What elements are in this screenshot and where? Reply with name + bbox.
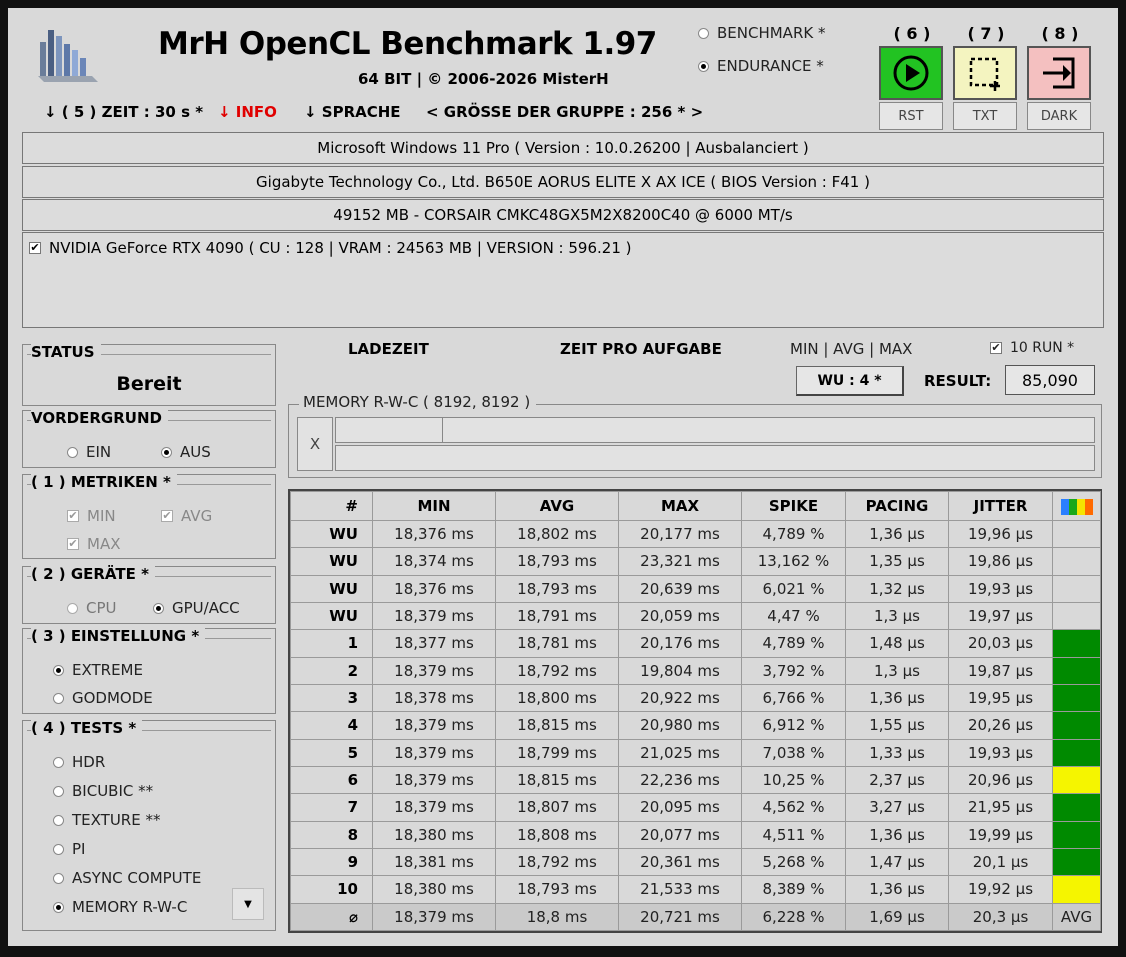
jitter-cell: 19,96 µs (949, 521, 1053, 548)
run-option[interactable] (990, 340, 1074, 356)
min-cell: 18,379 ms (373, 903, 496, 930)
jitter-cell: 20,1 µs (949, 848, 1053, 875)
max-cell: 20,721 ms (619, 903, 742, 930)
metric-max-option[interactable] (67, 535, 120, 553)
txt-button[interactable]: TXT (953, 102, 1017, 130)
run-checkbox[interactable]: ✔ (991, 341, 1001, 354)
avg-cell: 18,815 ms (496, 766, 619, 793)
min-avg-max-header: MIN | AVG | MAX (790, 340, 913, 358)
foreground-on-label: EIN (86, 443, 112, 461)
spike-cell: 7,038 % (742, 739, 846, 766)
metric-avg-option[interactable] (161, 507, 212, 525)
screenshot-button[interactable] (953, 46, 1017, 100)
jitter-cell: 20,3 µs (949, 903, 1053, 930)
jitter-cell: 19,86 µs (949, 548, 1053, 575)
os-info: Microsoft Windows 11 Pro ( Version : 10.0.26200 | Ausbalanciert ) (22, 132, 1104, 164)
test-hdr-option[interactable] (53, 753, 105, 771)
spike-cell: 4,562 % (742, 794, 846, 821)
max-cell: 20,177 ms (619, 521, 742, 548)
device-cpu-radio[interactable] (67, 603, 78, 614)
max-cell: 21,025 ms (619, 739, 742, 766)
pacing-cell: 1,47 µs (846, 848, 949, 875)
mode-benchmark-option[interactable] (698, 24, 825, 42)
status-cell (1053, 794, 1101, 821)
setting-godmode-option[interactable] (53, 689, 153, 707)
wu-button[interactable]: WU : 4 * (796, 366, 904, 396)
test-async-label: ASYNC COMPUTE (72, 869, 202, 887)
col-header-index: # (291, 492, 373, 521)
spike-cell: 6,228 % (742, 903, 846, 930)
app-title: MrH OpenCL Benchmark 1.97 (158, 26, 657, 62)
test-progress-group (288, 393, 1102, 478)
row-id: 8 (291, 821, 373, 848)
setting-godmode-label: GODMODE (72, 689, 153, 707)
spike-cell: 5,268 % (742, 848, 846, 875)
table-row (291, 548, 1101, 575)
min-cell: 18,380 ms (373, 876, 496, 903)
endurance-radio[interactable] (698, 61, 709, 72)
col-header-avg: AVG (496, 492, 619, 521)
test-memory-option[interactable] (53, 898, 187, 916)
test-async-option[interactable] (53, 869, 201, 887)
foreground-title: VORDERGRUND (31, 409, 168, 427)
result-value: 85,090 (1005, 365, 1095, 395)
spike-cell: 10,25 % (742, 766, 846, 793)
avg-cell: 18,800 ms (496, 684, 619, 711)
foreground-on-option[interactable] (67, 443, 111, 461)
run-label: 10 RUN * (1010, 340, 1075, 356)
jitter-cell: 19,93 µs (949, 739, 1053, 766)
status-cell: AVG (1053, 903, 1101, 930)
time-per-task-header: ZEIT PRO AUFGABE (560, 340, 722, 358)
menu-language[interactable]: ↓ SPRACHE (304, 103, 401, 121)
settings-title: ( 3 ) EINSTELLUNG * (31, 627, 205, 645)
max-cell: 20,980 ms (619, 712, 742, 739)
max-cell: 20,059 ms (619, 602, 742, 629)
pacing-cell: 1,48 µs (846, 630, 949, 657)
table-row (291, 794, 1101, 821)
max-cell: 19,804 ms (619, 657, 742, 684)
test-texture-label: TEXTURE ** (72, 811, 161, 829)
foreground-on-radio[interactable] (67, 447, 78, 458)
jitter-cell: 21,95 µs (949, 794, 1053, 821)
jitter-cell: 19,95 µs (949, 684, 1053, 711)
settings-group (22, 628, 276, 714)
setting-godmode-radio[interactable] (53, 693, 64, 704)
table-row (291, 630, 1101, 657)
spike-cell: 4,789 % (742, 521, 846, 548)
avg-cell: 18,792 ms (496, 848, 619, 875)
avg-cell: 18,791 ms (496, 602, 619, 629)
load-progress-bar (335, 417, 1095, 443)
row-id: WU (291, 521, 373, 548)
pacing-cell: 1,36 µs (846, 521, 949, 548)
table-row (291, 712, 1101, 739)
status-cell (1053, 821, 1101, 848)
min-cell: 18,374 ms (373, 548, 496, 575)
exit-icon (1039, 53, 1079, 93)
test-dropdown-button[interactable] (232, 888, 264, 920)
col-header-spike: SPIKE (742, 492, 846, 521)
status-cell (1053, 876, 1101, 903)
setting-extreme-label: EXTREME (72, 661, 143, 679)
metric-min-option[interactable] (67, 507, 116, 525)
max-cell: 20,361 ms (619, 848, 742, 875)
pacing-cell: 1,69 µs (846, 903, 949, 930)
pacing-cell: 1,35 µs (846, 548, 949, 575)
spike-cell: 3,792 % (742, 657, 846, 684)
status-cell (1053, 548, 1101, 575)
row-id: WU (291, 575, 373, 602)
test-pi-label: PI (72, 840, 86, 858)
spike-cell: 6,021 % (742, 575, 846, 602)
avg-cell: 18,808 ms (496, 821, 619, 848)
avg-cell: 18,802 ms (496, 521, 619, 548)
device-gpu-label: GPU/ACC (172, 599, 240, 617)
pacing-cell: 1,55 µs (846, 712, 949, 739)
avg-cell: 18,781 ms (496, 630, 619, 657)
col-header-max: MAX (619, 492, 742, 521)
jitter-cell: 20,96 µs (949, 766, 1053, 793)
min-cell: 18,379 ms (373, 766, 496, 793)
spike-cell: 8,389 % (742, 876, 846, 903)
setting-extreme-option[interactable] (53, 661, 143, 679)
menu-time[interactable]: ↓ ( 5 ) ZEIT : 30 s * (44, 103, 204, 121)
min-cell: 18,380 ms (373, 821, 496, 848)
table-row (291, 684, 1101, 711)
results-table (288, 489, 1102, 933)
min-cell: 18,376 ms (373, 521, 496, 548)
table-row (291, 766, 1101, 793)
avg-cell: 18,807 ms (496, 794, 619, 821)
foreground-group (22, 410, 276, 468)
run-button[interactable] (879, 46, 943, 100)
col-header-jitter: JITTER (949, 492, 1053, 521)
cancel-test-button[interactable]: X (297, 417, 333, 471)
test-progress-title: MEMORY R-W-C ( 8192, 8192 ) (299, 393, 536, 411)
avg-cell: 18,793 ms (496, 575, 619, 602)
jitter-cell: 20,26 µs (949, 712, 1053, 739)
test-texture-radio[interactable] (53, 815, 64, 826)
result-label: RESULT: (924, 372, 992, 390)
device-gpu-option[interactable] (153, 599, 240, 617)
spike-cell: 13,162 % (742, 548, 846, 575)
max-cell: 23,321 ms (619, 548, 742, 575)
tests-title: ( 4 ) TESTS * (31, 719, 142, 737)
gpu-device-item[interactable] (29, 239, 631, 257)
screenshot-icon (965, 53, 1005, 93)
foreground-off-radio[interactable] (161, 447, 172, 458)
devices-title: ( 2 ) GERÄTE * (31, 565, 155, 583)
status-cell (1053, 657, 1101, 684)
exit-button[interactable] (1027, 46, 1091, 100)
chevron-down-icon: ▼ (244, 898, 252, 910)
status-cell (1053, 739, 1101, 766)
test-memory-radio[interactable] (53, 902, 64, 913)
test-bicubic-option[interactable] (53, 782, 153, 800)
avg-cell: 18,793 ms (496, 548, 619, 575)
spike-cell: 6,766 % (742, 684, 846, 711)
max-cell: 20,095 ms (619, 794, 742, 821)
min-cell: 18,379 ms (373, 602, 496, 629)
max-cell: 21,533 ms (619, 876, 742, 903)
row-id: 7 (291, 794, 373, 821)
min-cell: 18,381 ms (373, 848, 496, 875)
test-bicubic-radio[interactable] (53, 786, 64, 797)
average-row (291, 903, 1101, 930)
col-header-status (1053, 492, 1101, 521)
test-bicubic-label: BICUBIC ** (72, 782, 154, 800)
pacing-cell: 1,36 µs (846, 821, 949, 848)
action-number-7: ( 7 ) (967, 24, 1005, 43)
min-cell: 18,379 ms (373, 712, 496, 739)
spike-cell: 4,511 % (742, 821, 846, 848)
max-cell: 22,236 ms (619, 766, 742, 793)
metric-min-label: MIN (87, 507, 116, 525)
metric-max-label: MAX (87, 535, 121, 553)
app-subtitle: 64 BIT | © 2006-2026 MisterH (358, 70, 609, 88)
status-title: STATUS (31, 343, 101, 361)
table-row (291, 739, 1101, 766)
spike-cell: 4,789 % (742, 630, 846, 657)
jitter-cell: 19,87 µs (949, 657, 1053, 684)
metrics-title: ( 1 ) METRIKEN * (31, 473, 177, 491)
jitter-cell: 19,93 µs (949, 575, 1053, 602)
avg-cell: 18,792 ms (496, 657, 619, 684)
max-cell: 20,077 ms (619, 821, 742, 848)
metric-avg-label: AVG (181, 507, 213, 525)
task-progress-bar (335, 445, 1095, 471)
row-id: ⌀ (291, 903, 373, 930)
test-async-radio[interactable] (53, 873, 64, 884)
dark-button[interactable]: DARK (1027, 102, 1091, 130)
pacing-cell: 1,3 µs (846, 602, 949, 629)
pacing-cell: 1,33 µs (846, 739, 949, 766)
status-cell (1053, 575, 1101, 602)
table-row (291, 657, 1101, 684)
row-id: 10 (291, 876, 373, 903)
gpu-checkbox[interactable]: ✔ (30, 241, 40, 254)
min-cell: 18,376 ms (373, 575, 496, 602)
row-id: WU (291, 548, 373, 575)
row-id: 1 (291, 630, 373, 657)
pacing-cell: 1,36 µs (846, 876, 949, 903)
benchmark-radio[interactable] (698, 28, 709, 39)
test-hdr-radio[interactable] (53, 757, 64, 768)
metric-avg-checkbox[interactable]: ✔ (162, 509, 172, 522)
table-row (291, 821, 1101, 848)
min-cell: 18,379 ms (373, 657, 496, 684)
action-number-8: ( 8 ) (1041, 24, 1079, 43)
row-id: 2 (291, 657, 373, 684)
status-cell (1053, 848, 1101, 875)
spike-cell: 6,912 % (742, 712, 846, 739)
rst-button[interactable]: RST (879, 102, 943, 130)
spike-cell: 4,47 % (742, 602, 846, 629)
action-number-6: ( 6 ) (893, 24, 931, 43)
row-id: 5 (291, 739, 373, 766)
color-legend-icon (1061, 499, 1093, 515)
status-cell (1053, 712, 1101, 739)
row-id: 4 (291, 712, 373, 739)
status-cell (1053, 684, 1101, 711)
table-row (291, 848, 1101, 875)
table-row (291, 575, 1101, 602)
load-time-header: LADEZEIT (348, 340, 429, 358)
devices-group (22, 566, 276, 624)
row-id: 6 (291, 766, 373, 793)
memory-info: 49152 MB - CORSAIR CMKC48GX5M2X8200C40 @ 6000 MT/s (22, 199, 1104, 231)
status-cell (1053, 521, 1101, 548)
status-cell (1053, 766, 1101, 793)
device-cpu-option[interactable] (67, 599, 117, 617)
foreground-off-option[interactable] (161, 443, 211, 461)
test-hdr-label: HDR (72, 753, 106, 771)
metric-max-checkbox[interactable]: ✔ (68, 537, 78, 550)
pacing-cell: 1,32 µs (846, 575, 949, 602)
app-logo-icon (36, 24, 100, 86)
status-group (22, 344, 276, 406)
min-cell: 18,379 ms (373, 739, 496, 766)
col-header-min: MIN (373, 492, 496, 521)
row-id: 9 (291, 848, 373, 875)
pacing-cell: 1,3 µs (846, 657, 949, 684)
jitter-cell: 19,97 µs (949, 602, 1053, 629)
min-cell: 18,379 ms (373, 794, 496, 821)
avg-cell: 18,793 ms (496, 876, 619, 903)
max-cell: 20,176 ms (619, 630, 742, 657)
table-row (291, 876, 1101, 903)
min-cell: 18,377 ms (373, 630, 496, 657)
row-id: WU (291, 602, 373, 629)
pacing-cell: 1,36 µs (846, 684, 949, 711)
gpu-label: NVIDIA GeForce RTX 4090 ( CU : 128 | VRAM : 24563 MB | VERSION : 596.21 ) (49, 239, 632, 257)
foreground-off-label: AUS (180, 443, 211, 461)
app-window (8, 8, 1118, 946)
avg-cell: 18,799 ms (496, 739, 619, 766)
metric-min-checkbox[interactable]: ✔ (68, 509, 78, 522)
jitter-cell: 20,03 µs (949, 630, 1053, 657)
test-texture-option[interactable] (53, 811, 160, 829)
row-id: 3 (291, 684, 373, 711)
max-cell: 20,922 ms (619, 684, 742, 711)
metrics-group (22, 474, 276, 559)
max-cell: 20,639 ms (619, 575, 742, 602)
device-cpu-label: CPU (86, 599, 117, 617)
table-row (291, 521, 1101, 548)
min-cell: 18,378 ms (373, 684, 496, 711)
device-gpu-radio[interactable] (153, 603, 164, 614)
test-pi-option[interactable] (53, 840, 85, 858)
device-list (22, 232, 1104, 328)
avg-cell: 18,815 ms (496, 712, 619, 739)
status-value: Bereit (116, 373, 182, 395)
endurance-label: ENDURANCE * (717, 57, 824, 75)
benchmark-label: BENCHMARK * (717, 24, 826, 42)
play-icon (892, 54, 930, 92)
setting-extreme-radio[interactable] (53, 665, 64, 676)
board-info: Gigabyte Technology Co., Ltd. B650E AORUS ELITE X AX ICE ( BIOS Version : F41 ) (22, 166, 1104, 198)
pacing-cell: 2,37 µs (846, 766, 949, 793)
status-cell (1053, 602, 1101, 629)
status-cell (1053, 630, 1101, 657)
test-memory-label: MEMORY R-W-C (72, 898, 188, 916)
test-pi-radio[interactable] (53, 844, 64, 855)
col-header-pacing: PACING (846, 492, 949, 521)
table-row (291, 602, 1101, 629)
table-header-row (291, 492, 1101, 521)
avg-cell: 18,8 ms (496, 903, 619, 930)
menu-group-size[interactable]: < GRÖSSE DER GRUPPE : 256 * > (426, 103, 704, 121)
jitter-cell: 19,99 µs (949, 821, 1053, 848)
menu-info[interactable]: ↓ INFO (218, 103, 277, 121)
pacing-cell: 3,27 µs (846, 794, 949, 821)
mode-endurance-option[interactable] (698, 57, 824, 75)
jitter-cell: 19,92 µs (949, 876, 1053, 903)
